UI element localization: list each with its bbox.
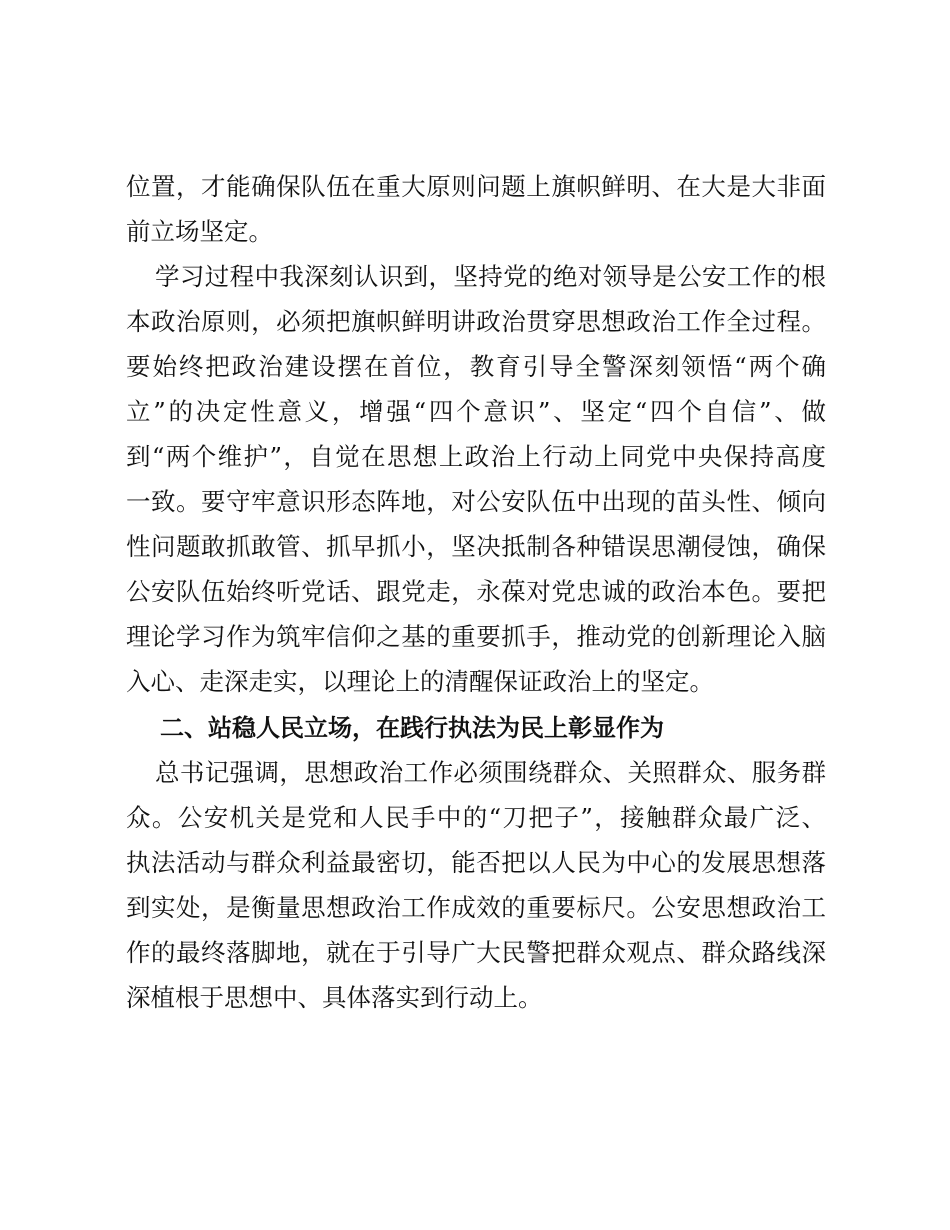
paragraph-line: 性问题敢抓敢管、抓早抓小，坚决抵制各种错误思潮侵蚀，确保 bbox=[126, 532, 826, 561]
paragraph-line: 位置，才能确保队伍在重大原则问题上旗帜鲜明、在大是大非面 bbox=[126, 172, 826, 201]
paragraph-line: 要始终把政治建设摆在首位，教育引导全警深刻领悟“两个确 bbox=[126, 352, 826, 381]
paragraph-line: 理论学习作为筑牢信仰之基的重要抓手，推动党的创新理论入脑 bbox=[126, 622, 826, 651]
paragraph-line: 到“两个维护”，自觉在思想上政治上行动上同党中央保持高度 bbox=[126, 442, 826, 471]
paragraph-line: 立”的决定性意义，增强“四个意识”、坚定“四个自信”、做 bbox=[126, 397, 826, 426]
paragraph-line: 一致。要守牢意识形态阵地，对公安队伍中出现的苗头性、倾向 bbox=[126, 487, 826, 516]
paragraph-line: 学习过程中我深刻认识到，坚持党的绝对领导是公安工作的根 bbox=[155, 262, 826, 291]
paragraph-line: 本政治原则，必须把旗帜鲜明讲政治贯穿思想政治工作全过程。 bbox=[126, 307, 826, 336]
paragraph-line: 总书记强调，思想政治工作必须围绕群众、关照群众、服务群 bbox=[155, 758, 826, 787]
paragraph-line: 入心、走深走实，以理论上的清醒保证政治上的坚定。 bbox=[126, 667, 714, 696]
paragraph-line: 公安队伍始终听党话、跟党走，永葆对党忠诚的政治本色。要把 bbox=[126, 577, 826, 606]
section-heading: 二、站稳人民立场，在践行执法为民上彰显作为 bbox=[160, 714, 664, 742]
paragraph-line: 执法活动与群众利益最密切，能否把以人民为中心的发展思想落 bbox=[126, 848, 826, 877]
paragraph-line: 作的最终落脚地，就在于引导广大民警把群众观点、群众路线深 bbox=[126, 938, 826, 967]
paragraph-line: 到实处，是衡量思想政治工作成效的重要标尺。公安思想政治工 bbox=[126, 893, 826, 922]
paragraph-line: 前立场坚定。 bbox=[126, 217, 273, 246]
paragraph-line: 众。公安机关是党和人民手中的“刀把子”，接触群众最广泛、 bbox=[126, 803, 826, 832]
paragraph-line: 深植根于思想中、具体落实到行动上。 bbox=[126, 983, 543, 1012]
